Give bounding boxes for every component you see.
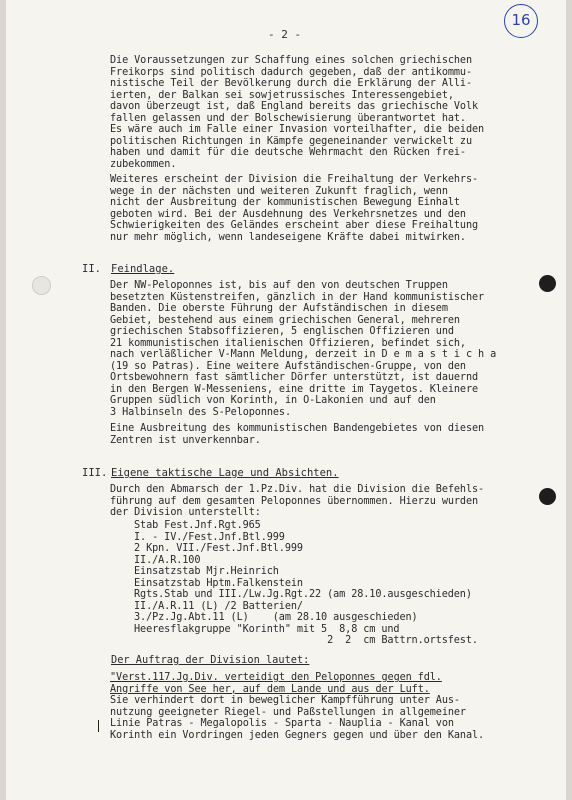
list-item: Einsatzstab Mjr.Heinrich xyxy=(134,566,279,577)
section-2-title: Feindlage. xyxy=(111,263,175,275)
text-line: nur mehr möglich, wenn landeseigene Kräfte dabei mitwirken. xyxy=(110,231,466,243)
text-line: geboten wird. Bei der Ausdehnung des Verkehrsnetzes und den xyxy=(110,208,466,220)
text-line: nutzung geeigneter Riegel- und Paßstellungen in allgemeiner xyxy=(110,706,466,718)
text-line: der Division unterstellt: xyxy=(110,507,261,518)
text-line: davon überzeugt ist, daß England bereits das griechische Volk xyxy=(110,101,479,112)
section-number: II. xyxy=(82,263,101,275)
list-item: Einsatzstab Hptm.Falkenstein xyxy=(134,577,303,589)
text-line: in den Bergen W-Messeniens, eine dritte im Taygetos. Kleinere xyxy=(110,383,479,395)
text-line: Es wäre auch im Falle einer Invasion vorteilhafter, die beiden xyxy=(110,124,485,135)
text-line: Durch den Abmarsch der 1.Pz.Div. hat die Division die Befehls- xyxy=(110,484,485,495)
text-line: Gebiet, bestehend aus einem griechischen General, mehreren xyxy=(110,314,460,326)
text-line: nach verläßlicher V-Mann Meldung, derzeit in D e m a s t i c h a xyxy=(110,349,497,360)
section-2-paragraph-2 xyxy=(110,423,540,446)
auftrag-heading: Der Auftrag der Division lautet: xyxy=(111,654,310,666)
list-item: 3./Pz.Jg.Abt.11 (L) (am 28.10 ausgeschieden) xyxy=(134,612,418,623)
text-line: Korinth ein Vordringen jeden Gegners gegen und über den Kanal. xyxy=(110,729,485,741)
text-line: Banden. Die oberste Führung der Aufständischen in diesem xyxy=(110,303,448,314)
text-line: Freikorps sind politisch dadurch gegeben, daß der antikommu- xyxy=(110,66,473,78)
text-line: führung auf dem gesamten Peloponnes übernommen. Hierzu wurden xyxy=(110,495,479,507)
punch-hole xyxy=(539,275,556,292)
section-2-heading xyxy=(82,263,101,275)
intro-paragraph-1 xyxy=(110,55,540,170)
intro-paragraph-2 xyxy=(110,174,540,243)
text-line: ierten, der Balkan sei sowjetrussisches Interessengebiet, xyxy=(110,89,454,101)
text-line: griechischen Stabsoffizieren, 5 englischen Offizieren und xyxy=(110,326,454,337)
section-number: III. xyxy=(82,467,108,479)
text-line: 3 Halbinseln des S-Peloponnes. xyxy=(110,406,292,418)
text-line: Sie verhindert dort in beweglicher Kampfführung unter Aus- xyxy=(110,695,460,706)
auftrag-paragraph xyxy=(110,672,540,741)
list-item: II./A.R.100 xyxy=(134,554,201,566)
document-page xyxy=(6,0,566,800)
list-item: 2 Kpn. VII./Fest.Jnf.Btl.999 xyxy=(134,543,303,554)
page-stamp xyxy=(504,4,538,38)
margin-mark xyxy=(98,720,99,732)
text-line: politischen Richtungen in Kämpfe gegeneinander verwickelt zu xyxy=(110,135,473,147)
text-line: Zentren ist unverkennbar. xyxy=(110,434,261,446)
list-item: 2 2 cm Battrn.ortsfest. xyxy=(134,635,478,646)
text-line: 21 kommunistischen italienischen Offizieren, befindet sich, xyxy=(110,337,466,349)
list-item: Stab Fest.Jnf.Rgt.965 xyxy=(134,520,261,531)
section-2-paragraph-1 xyxy=(110,280,540,418)
punch-hole xyxy=(539,488,556,505)
text-line: Gruppen südlich von Korinth, in O-Lakonien und auf den xyxy=(110,395,436,406)
section-3-title: Eigene taktische Lage und Absichten. xyxy=(111,467,339,479)
text-line: Eine Ausbreitung des kommunistischen Bandengebietes von diesen xyxy=(110,423,485,434)
text-line: Schwierigkeiten des Geländes erscheint aber diese Freihaltung xyxy=(110,220,479,231)
text-line: Linie Patras - Megalopolis - Sparta - Nauplia - Kanal von xyxy=(110,718,454,729)
text-line: wege in der nächsten und weiteren Zukunft fraglich, wenn xyxy=(110,185,448,197)
list-item: Rgts.Stab und III./Lw.Jg.Rgt.22 (am 28.10.ausgeschieden) xyxy=(134,589,472,600)
list-item: II./A.R.11 (L) /2 Batterien/ xyxy=(134,600,303,612)
list-item: Heeresflakgruppe "Korinth" mit 5 8,8 cm und xyxy=(134,623,400,635)
text-line: Weiteres erscheint der Division die Freihaltung der Verkehrs- xyxy=(110,174,479,185)
text-line: Der NW-Peloponnes ist, bis auf den von deutschen Truppen xyxy=(110,280,448,291)
text-line: besetzten Küstenstreifen, gänzlich in der Hand kommunistischer xyxy=(110,291,485,303)
text-line: "Verst.117.Jg.Div. verteidigt den Peloponnes gegen fdl. xyxy=(110,672,442,683)
unit-list xyxy=(134,520,544,647)
text-line: zubekommen. xyxy=(110,158,177,170)
section-3-intro xyxy=(110,484,540,519)
list-item: I. - IV./Fest.Jnf.Btl.999 xyxy=(134,531,285,543)
text-line: Ortsbewohnern fast sämtlicher Dörfer unterstützt, ist dauernd xyxy=(110,372,479,383)
section-3-heading xyxy=(82,467,107,479)
text-line: haben und damit für die deutsche Wehrmacht den Rücken frei- xyxy=(110,147,466,158)
text-line: fallen gelassen und der Bolschewisierung überantwortet hat. xyxy=(110,112,466,124)
page-number: - 2 - xyxy=(268,28,302,41)
text-line: nistische Teil der Bevölkerung durch die Erklärung der Alli- xyxy=(110,78,473,89)
text-line: nicht der Ausbreitung der kommunistischen Bewegung Einhalt xyxy=(110,197,460,208)
text-line: Die Voraussetzungen zur Schaffung eines solchen griechischen xyxy=(110,55,473,66)
punch-hole-shadow xyxy=(32,276,51,295)
stamp-number: 16 xyxy=(511,11,531,29)
text-line: Angriffe von See her, auf dem Lande und aus der Luft. xyxy=(110,683,430,695)
text-line: (19 so Patras). Eine weitere Aufständischen-Gruppe, von den xyxy=(110,360,466,372)
